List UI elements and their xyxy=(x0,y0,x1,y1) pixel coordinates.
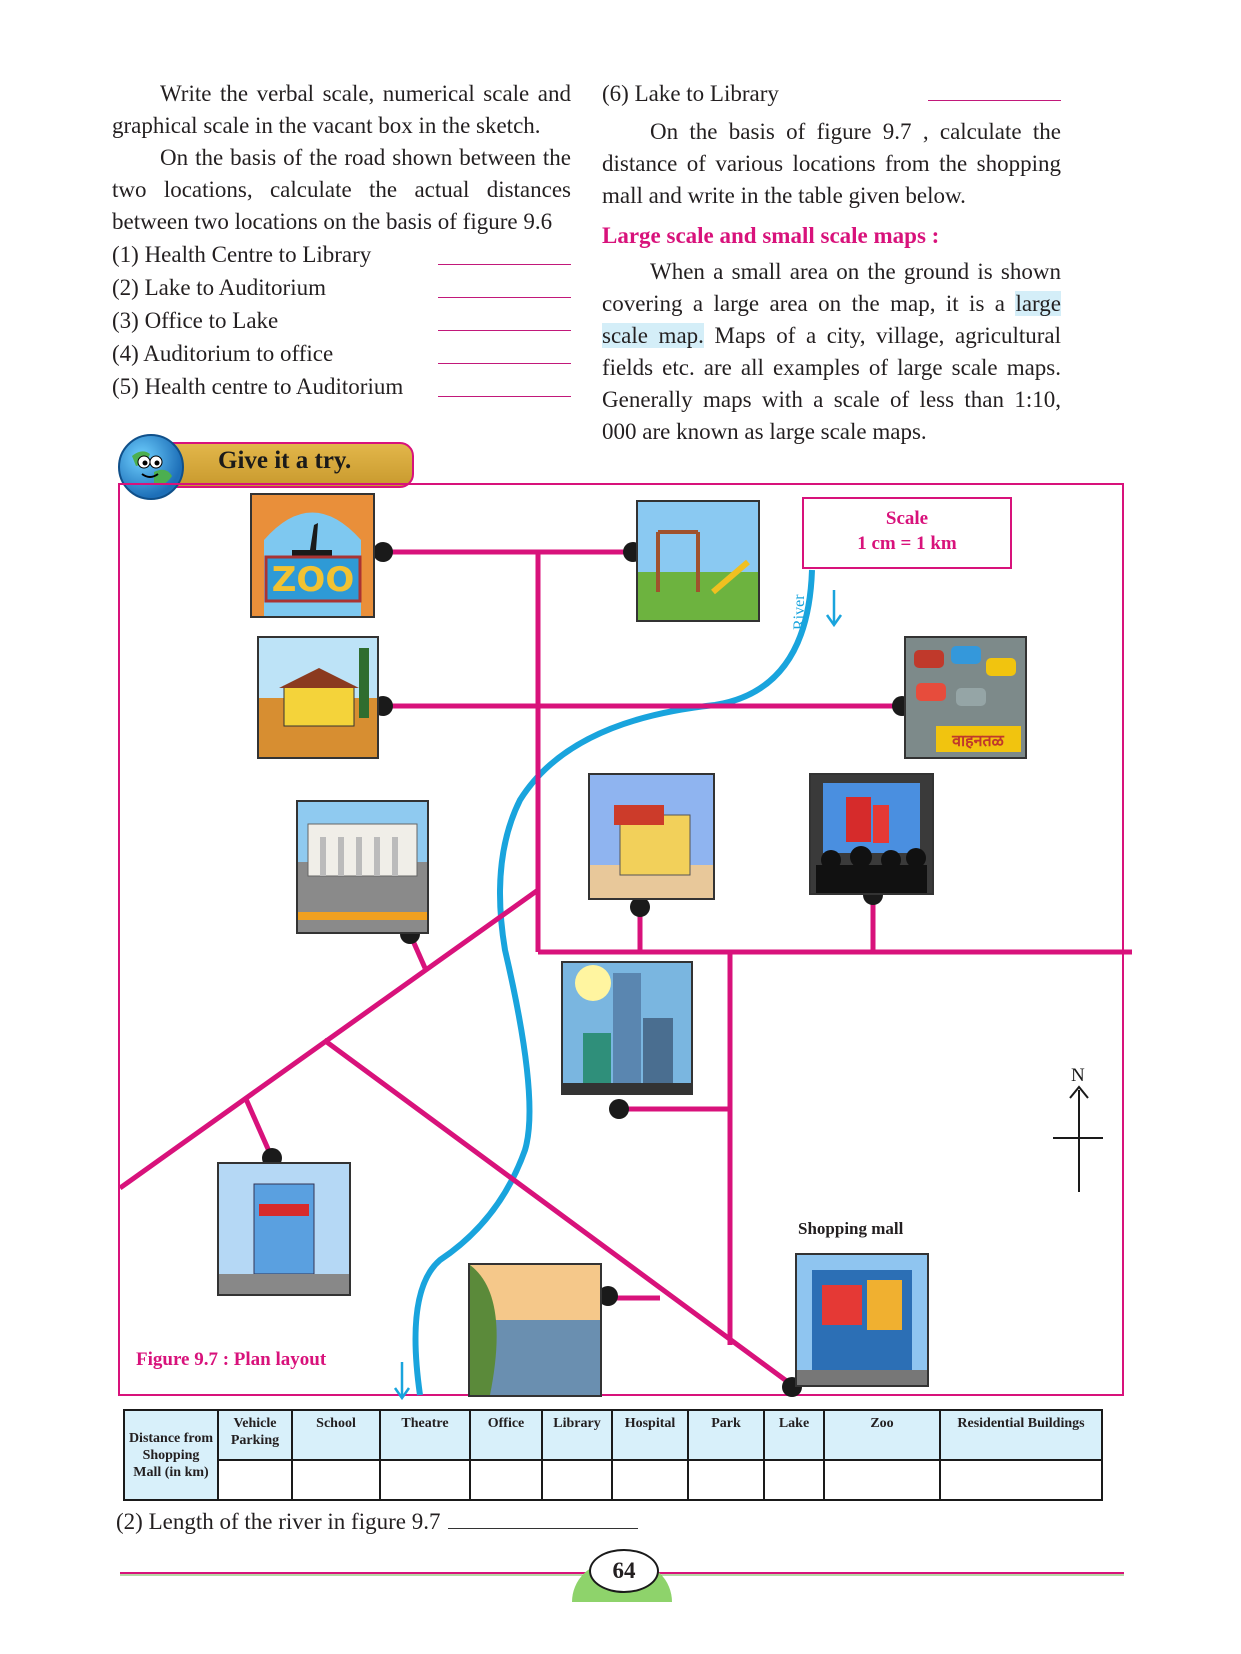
distance-table xyxy=(123,1409,1103,1501)
question-item: (4) Auditorium to office xyxy=(112,337,571,370)
table-cell[interactable] xyxy=(542,1460,612,1500)
shopping-mall-image xyxy=(795,1253,929,1387)
large-scale-paragraph: When a small area on the ground is shown covering a large area on the map, it is a large scale map. Maps of a city, village, agricultural fields etc. are all examples of large scale maps. Generally maps with a scale of less than 1:10, 000 are known as large scale maps. xyxy=(602,259,1061,444)
table-instruction-paragraph: On the basis of figure 9.7 , calculate the distance of various locations from the shopping mall and write in the table given below. xyxy=(602,119,1061,208)
question-item: (6) Lake to Library xyxy=(602,78,1061,110)
table-column-header: Vehicle Parking xyxy=(218,1410,292,1460)
table-column-header: Lake xyxy=(764,1410,824,1460)
office-image xyxy=(588,773,715,900)
question-item: (3) Office to Lake xyxy=(112,304,571,337)
table-cell[interactable] xyxy=(824,1460,940,1500)
table-cell[interactable] xyxy=(380,1460,470,1500)
answer-blank[interactable] xyxy=(448,1528,638,1529)
table-cell[interactable] xyxy=(292,1460,380,1500)
table-cell[interactable] xyxy=(612,1460,688,1500)
library-image xyxy=(561,961,693,1095)
distance-instruction-paragraph: On the basis of the road shown between the two locations, calculate the actual distances between two locations on the basis of figure 9.6 xyxy=(112,145,571,234)
north-arrow-icon xyxy=(1053,1087,1103,1192)
figure-caption: Figure 9.7 : Plan layout xyxy=(136,1349,327,1370)
school-image xyxy=(257,636,379,759)
theatre-image xyxy=(809,773,934,895)
hospital-image xyxy=(217,1162,351,1296)
river-length-question: (2) Length of the river in figure 9.7 xyxy=(116,1509,638,1535)
table-column-header: Hospital xyxy=(612,1410,688,1460)
table-column-header: School xyxy=(292,1410,380,1460)
highlighted-term: large scale map. xyxy=(602,291,1061,348)
scale-box xyxy=(802,497,1012,569)
question-item: (5) Health centre to Auditorium xyxy=(112,370,571,403)
svg-text:ZOO: ZOO xyxy=(271,560,355,600)
auditorium-image xyxy=(296,800,429,934)
table-cell[interactable] xyxy=(218,1460,292,1500)
table-cell[interactable] xyxy=(764,1460,824,1500)
question-item: (1) Health Centre to Library xyxy=(112,238,571,271)
table-row-header: Distance from Shopping Mall (in km) xyxy=(124,1410,218,1500)
river-label: River xyxy=(791,594,808,630)
section-heading: Large scale and small scale maps : xyxy=(602,223,940,248)
table-column-header: Park xyxy=(688,1410,764,1460)
vehicle-parking-image xyxy=(904,636,1027,759)
svg-text:वाहनतळ: वाहनतळ xyxy=(952,731,1004,750)
zoo-image xyxy=(250,493,375,618)
shopping-mall-label: Shopping mall xyxy=(798,1219,904,1238)
instruction-paragraph: Write the verbal scale, numerical scale and graphical scale in the vacant box in the sketch. xyxy=(112,81,571,138)
table-cell[interactable] xyxy=(688,1460,764,1500)
table-column-header: Zoo xyxy=(824,1410,940,1460)
park-image xyxy=(636,500,760,622)
page-number: 64 xyxy=(589,1549,659,1593)
lake-image xyxy=(468,1263,602,1397)
table-column-header: Theatre xyxy=(380,1410,470,1460)
scale-value: 1 cm = 1 km xyxy=(857,533,957,554)
table-column-header: Library xyxy=(542,1410,612,1460)
table-cell[interactable] xyxy=(470,1460,542,1500)
question-item: (2) Lake to Auditorium xyxy=(112,271,571,304)
table-cell[interactable] xyxy=(940,1460,1102,1500)
table-column-header: Residential Buildings xyxy=(940,1410,1102,1460)
scale-title: Scale xyxy=(885,508,929,529)
try-label: Give it a try. xyxy=(218,447,352,474)
north-label: N xyxy=(1071,1065,1085,1086)
table-column-header: Office xyxy=(470,1410,542,1460)
